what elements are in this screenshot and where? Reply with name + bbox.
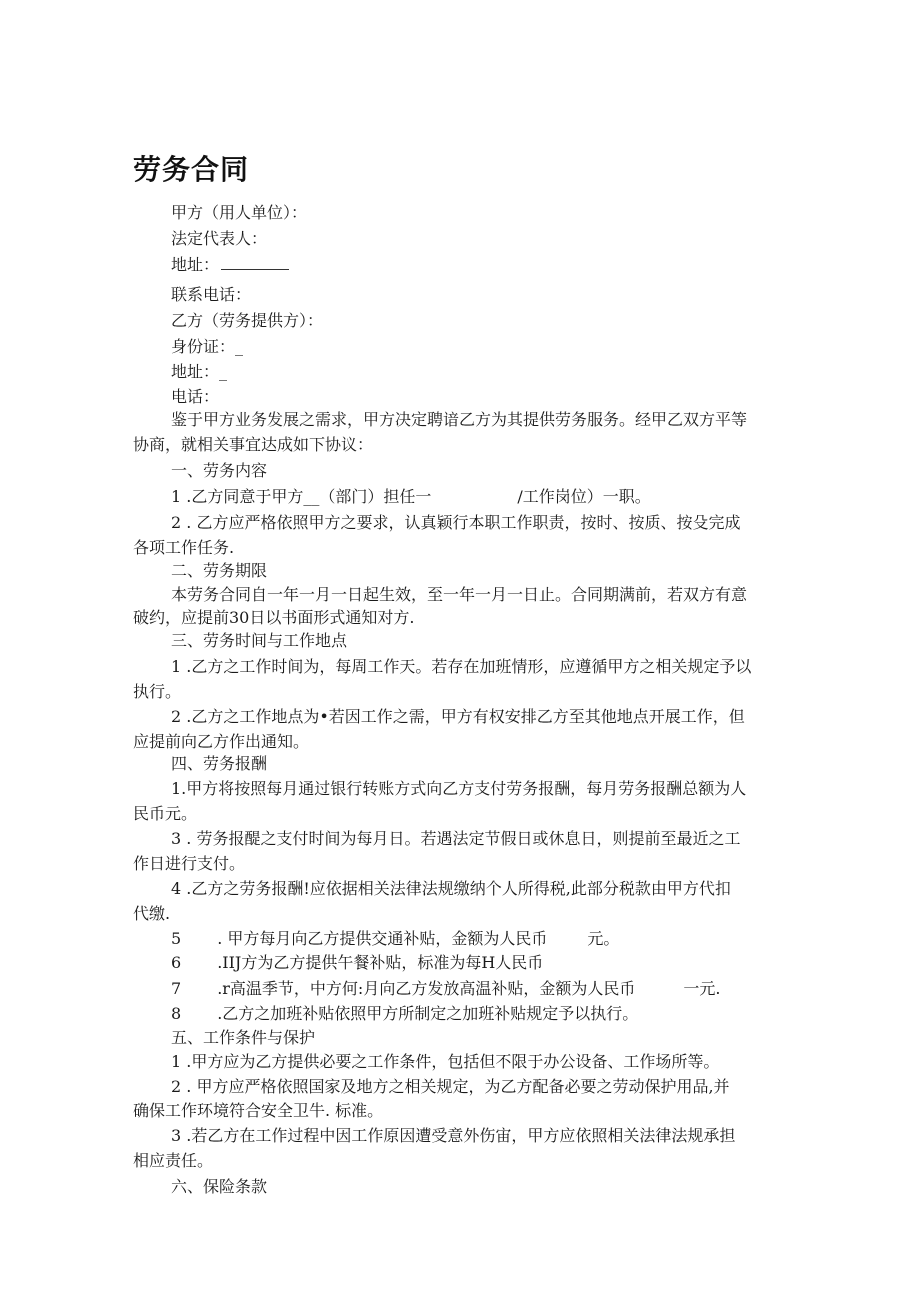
party-a-label: 甲方（用人单位）： <box>171 203 308 222</box>
document-title: 劳务合同 <box>133 153 250 186</box>
section-4-item-6-number: 6 <box>171 953 182 972</box>
section-4-item-7 <box>171 978 720 1000</box>
section-5-item-1: 1 .甲方应为乙方提供必要之工作条件，包括但不限于办公设备、工作场所等。 <box>171 1052 720 1071</box>
section-4-item-1-line-2: 民币元。 <box>133 804 198 823</box>
section-4-item-6-text: .IIJ方为乙方提供午餐补贴，标准为每H人民币 <box>217 953 544 972</box>
section-1-item-1 <box>171 486 651 508</box>
section-2-body-line-2: 破约，应提前30日以书面形式通知对方. <box>133 608 415 627</box>
party-a-representative: 法定代表人： <box>171 229 268 248</box>
section-1-item-2-line-2: 各项工作任务. <box>133 538 235 557</box>
section-4-item-4-line-1: 4 .乙方之劳务报酬!应依据相关法律法规缴纳个人所得税,此部分税款由甲方代扣 <box>171 879 731 898</box>
party-a-phone: 联系电话： <box>171 285 252 304</box>
intro-line-2: 协商，就相关事宜达成如下协议： <box>133 435 374 454</box>
section-4-item-5-text: . 甲方每月向乙方提供交通补贴，金额为人民币 <box>217 929 548 948</box>
section-4-item-1-line-1: 1.甲方将按照每月通过银行转账方式向乙方支付劳务报酬，每月劳务报酬总额为人 <box>171 779 747 798</box>
section-3-item-2-line-1: 2 .乙方之工作地点为•若因工作之需，甲方有权安排乙方至其他地点开展工作，但 <box>171 707 745 726</box>
section-4-item-5-number: 5 <box>171 929 182 948</box>
section-3-item-1-line-1: 1 .乙方之工作时间为，每周工作天。若存在加班情形，应遵循甲方之相关规定予以 <box>171 657 752 676</box>
section-4-item-4-line-2: 代缴. <box>133 904 171 923</box>
section-3-item-1-line-2: 执行。 <box>133 682 182 701</box>
section-1-heading: 一、劳务内容 <box>171 461 268 480</box>
section-5-heading: 五、工作条件与保护 <box>171 1028 316 1047</box>
section-4-item-3-line-1: 3 . 劳务报醍之支付时间为每月日。若遇法定节假日或休息日，则提前至最近之工 <box>171 829 741 848</box>
section-2-heading: 二、劳务期限 <box>171 561 268 580</box>
party-b-id: 身份证：_ <box>171 337 244 356</box>
section-1-item-1-part-a: 1 .乙方同意于甲方__（部门）担任一 <box>171 487 432 506</box>
section-4-item-8-number: 8 <box>171 1004 182 1023</box>
section-5-item-2-line-1: 2 . 甲方应严格依照国家及地方之相关规定，为乙方配备必要之劳动保护用品,并 <box>171 1077 730 1096</box>
intro-line-1: 鉴于甲方业务发展之需求，甲方决定聘谙乙方为其提供劳务服务。经甲乙双方平等 <box>171 410 748 429</box>
section-4-item-7-unit: 一元. <box>683 979 721 998</box>
section-4-heading: 四、劳务报酬 <box>171 754 268 773</box>
section-3-heading: 三、劳务时间与工作地点 <box>171 631 348 650</box>
section-5-item-3-line-2: 相应责任。 <box>133 1151 214 1170</box>
party-b-label: 乙方（劳务提供方）： <box>171 311 324 330</box>
section-4-item-7-text: .r高温季节，中方何:月向乙方发放高温补贴，金额为人民币 <box>217 979 636 998</box>
section-4-item-5 <box>171 928 619 950</box>
section-1-item-1-part-b: /工作岗位）一职。 <box>517 487 651 506</box>
party-b-phone: 电话： <box>171 387 220 406</box>
party-b-address: 地址：_ <box>171 362 228 381</box>
section-4-item-8 <box>171 1003 638 1025</box>
section-4-item-3-line-2: 作日进行支付。 <box>133 854 246 873</box>
section-4-item-5-unit: 元。 <box>587 929 620 948</box>
section-6-heading: 六、保险条款 <box>171 1177 268 1196</box>
section-4-item-6 <box>171 952 543 974</box>
address-blank-line <box>221 255 289 270</box>
section-5-item-2-line-2: 确保工作环境符合安全卫牛. 标准。 <box>133 1101 384 1120</box>
party-a-address <box>171 254 289 276</box>
section-5-item-3-line-1: 3 .若乙方在工作过程中因工作原因遭受意外伤宙，甲方应依照相关法律法规承担 <box>171 1126 736 1145</box>
section-4-item-8-text: .乙方之加班补贴依照甲方所制定之加班补贴规定予以执行。 <box>217 1004 639 1023</box>
section-2-body-line-1: 本劳务合同自一年一月一日起生效，至一年一月一日止。合同期满前，若双方有意 <box>171 585 748 604</box>
section-3-item-2-line-2: 应提前向乙方作出通知。 <box>133 732 310 751</box>
section-4-item-7-number: 7 <box>171 979 182 998</box>
party-a-address-label: 地址： <box>171 255 220 274</box>
section-1-item-2-line-1: 2 . 乙方应严格依照甲方之要求，认真颖行本职工作职责，按时、按质、按殳完成 <box>171 513 741 532</box>
